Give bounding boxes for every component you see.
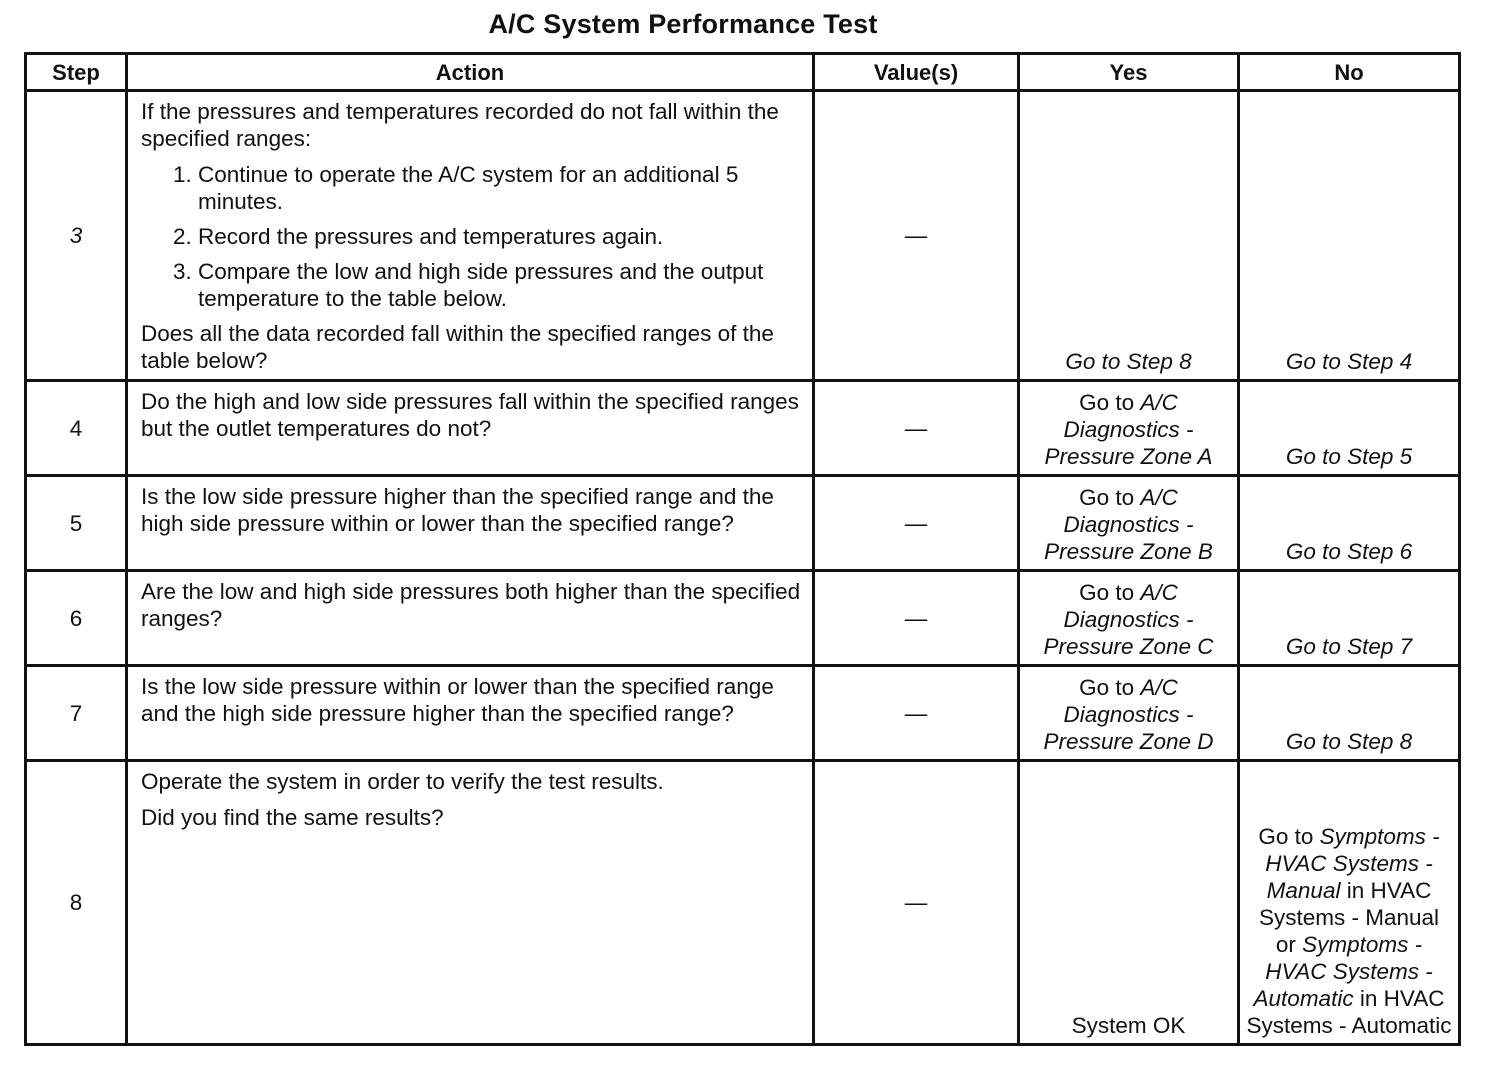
action-text: Do the high and low side pressures fall within the specified ranges but the outlet temperatures do not? — [141, 389, 799, 441]
performance-test-table — [24, 52, 1461, 1046]
value-dash: — — [904, 510, 928, 536]
yes-cell — [1019, 761, 1239, 1045]
yes-link[interactable]: A/C — [1140, 390, 1178, 415]
value-dash: — — [904, 890, 928, 915]
no-prefix: Go to — [1258, 824, 1314, 849]
table-row — [26, 571, 1460, 666]
no-cell[interactable] — [1239, 666, 1460, 761]
no-link[interactable]: Go to Step 5 — [1285, 444, 1413, 469]
yes-cell[interactable] — [1019, 381, 1239, 476]
step-number: 7 — [26, 666, 127, 761]
yes-link[interactable]: Pressure Zone D — [1043, 729, 1214, 754]
no-link[interactable]: Go to Step 8 — [1285, 729, 1413, 754]
yes-link[interactable]: Go to Step 8 — [1065, 349, 1192, 374]
table-row — [26, 91, 1460, 381]
yes-cell[interactable] — [1019, 476, 1239, 571]
value-dash: — — [904, 223, 928, 248]
yes-link[interactable]: Pressure Zone A — [1044, 444, 1213, 469]
header-values: Value(s) — [814, 54, 1019, 91]
yes-prefix: Go to — [1079, 485, 1135, 510]
action-cell — [127, 476, 814, 571]
value-cell — [814, 571, 1019, 666]
value-cell — [814, 476, 1019, 571]
action-text: Is the low side pressure within or lower than the specified range and the high side pressure higher than the specified range? — [141, 674, 774, 726]
list-item: 1. Continue to operate the A/C system for an additional 5 minutes. — [198, 161, 804, 215]
action-cell — [127, 381, 814, 476]
action-question: Did you find the same results? — [141, 805, 444, 830]
value-dash: — — [904, 415, 928, 441]
no-cell[interactable] — [1239, 571, 1460, 666]
table-row — [26, 666, 1460, 761]
list-item: 2. Record the pressures and temperatures again. — [198, 223, 804, 250]
yes-cell[interactable] — [1019, 666, 1239, 761]
step-number: 5 — [26, 476, 127, 571]
yes-result: System OK — [1071, 1013, 1186, 1038]
yes-link[interactable]: Diagnostics - — [1063, 702, 1194, 727]
no-link[interactable]: Go to Step 7 — [1285, 634, 1413, 659]
value-cell — [814, 761, 1019, 1045]
no-cell[interactable] — [1239, 761, 1460, 1045]
yes-link[interactable]: Diagnostics - — [1063, 607, 1194, 632]
yes-link[interactable]: A/C — [1140, 580, 1178, 605]
no-cell[interactable] — [1239, 476, 1460, 571]
header-action: Action — [127, 54, 814, 91]
no-link[interactable]: Symptoms - HVAC Systems - Manual — [1265, 824, 1440, 903]
no-text: in HVAC Systems - Manual or — [1258, 878, 1440, 957]
yes-prefix: Go to — [1079, 390, 1135, 415]
action-text: Is the low side pressure higher than the specified range and the high side pressure within or lower than the specified range? — [141, 484, 774, 536]
action-cell — [127, 761, 814, 1045]
no-link[interactable]: Go to Step 4 — [1285, 349, 1413, 374]
action-cell — [127, 91, 814, 381]
table-row — [26, 381, 1460, 476]
header-step: Step — [26, 54, 127, 91]
no-cell[interactable] — [1239, 381, 1460, 476]
list-item: 3. Compare the low and high side pressures and the output temperature to the table below. — [198, 258, 804, 312]
action-question: Does all the data recorded fall within the specified ranges of the table below? — [141, 321, 774, 373]
yes-link[interactable]: A/C — [1140, 485, 1178, 510]
yes-link[interactable]: Diagnostics - — [1063, 417, 1194, 442]
step-number: 8 — [26, 761, 127, 1045]
action-text: Are the low and high side pressures both higher than the specified ranges? — [141, 579, 801, 631]
yes-link[interactable]: Diagnostics - — [1063, 512, 1194, 537]
yes-link[interactable]: Pressure Zone C — [1043, 634, 1214, 659]
step-number: 6 — [26, 571, 127, 666]
value-cell — [814, 666, 1019, 761]
value-dash: — — [904, 700, 928, 726]
action-steps-list — [141, 161, 804, 312]
yes-link[interactable]: A/C — [1140, 675, 1178, 700]
step-number: 4 — [26, 381, 127, 476]
action-cell — [127, 666, 814, 761]
header-no: No — [1239, 54, 1460, 91]
value-dash: — — [904, 605, 928, 631]
yes-link[interactable]: Pressure Zone B — [1044, 539, 1213, 564]
yes-prefix: Go to — [1079, 675, 1135, 700]
no-cell[interactable] — [1239, 91, 1460, 381]
yes-cell[interactable] — [1019, 91, 1239, 381]
table-row — [26, 761, 1460, 1045]
table-row — [26, 476, 1460, 571]
value-cell — [814, 91, 1019, 381]
no-text: in HVAC Systems - Automatic — [1246, 986, 1452, 1038]
action-intro: If the pressures and temperatures recorded do not fall within the specified ranges: — [141, 99, 779, 151]
no-link[interactable]: Symptoms - HVAC Systems - Automatic — [1253, 932, 1433, 1011]
page-title: A/C System Performance Test — [488, 9, 878, 39]
value-cell — [814, 381, 1019, 476]
action-cell — [127, 571, 814, 666]
step-number: 3 — [26, 91, 127, 381]
yes-cell[interactable] — [1019, 571, 1239, 666]
no-link[interactable]: Go to Step 6 — [1285, 539, 1413, 564]
yes-prefix: Go to — [1079, 580, 1135, 605]
header-yes: Yes — [1019, 54, 1239, 91]
action-text: Operate the system in order to verify the test results. — [141, 769, 664, 794]
header-row — [26, 54, 1460, 91]
